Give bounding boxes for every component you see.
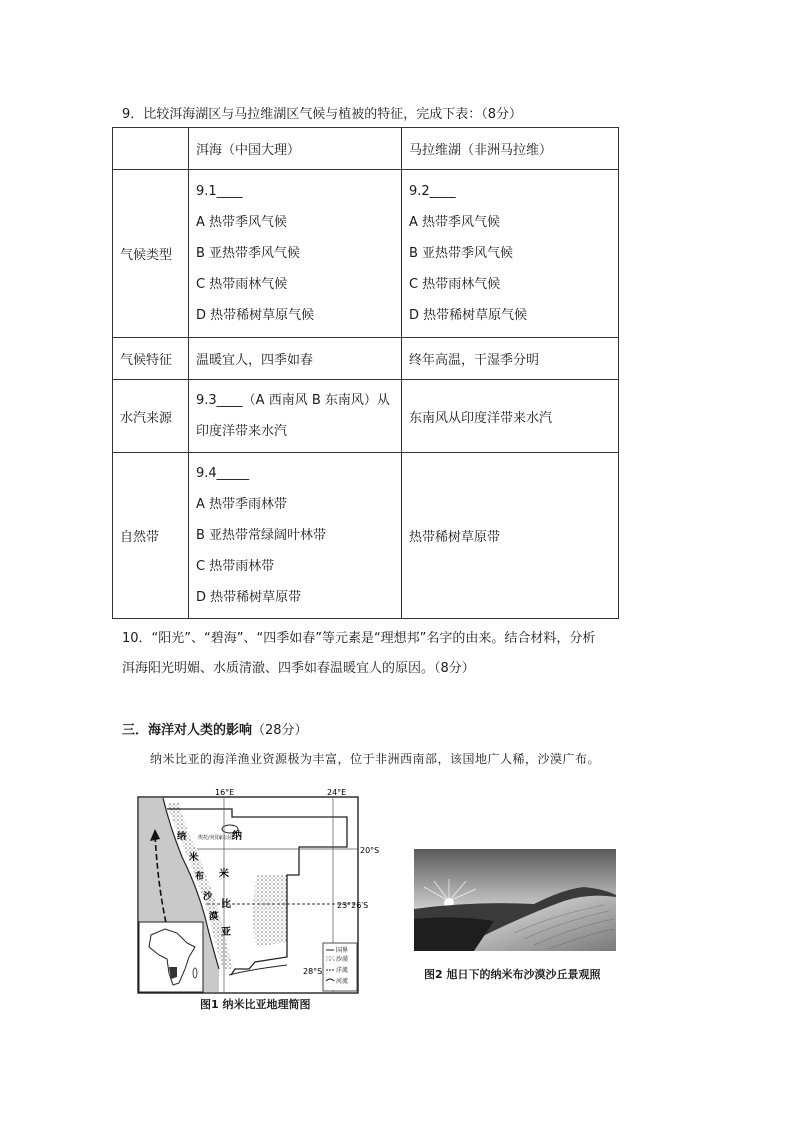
legend-boundary: 国界	[336, 947, 349, 954]
blank-9-3[interactable]: 9.3____（A 西南风 B 东南风）从	[196, 393, 390, 408]
cell-erhai-feature: 温暖宜人，四季如春	[189, 338, 402, 380]
label-vapor-source: 水汽来源	[113, 380, 189, 453]
blank-9-1[interactable]: 9.1____	[196, 184, 243, 199]
question-10-line2: 洱海阳光明媚、水质清澈、四季如春温暖宜人的原因。（8分）	[122, 661, 475, 676]
cell-malawi-zone: 热带稀树草原带	[402, 453, 619, 619]
option-b: B 亚热带季风气候	[196, 246, 301, 261]
label-16e: 16°E	[215, 788, 235, 797]
cell-malawi-feature: 终年高温，干湿季分明	[402, 338, 619, 380]
legend-river: 河流	[336, 978, 349, 985]
madagascar	[193, 968, 197, 978]
question-10-line1: 10．“阳光”、“碧海”、“四季如春”等元素是“理想邦”名字的由来。结合材料，分析	[122, 631, 596, 646]
label-20s: 20°S	[360, 846, 380, 855]
row-climate-feature	[113, 338, 619, 380]
option-d: D 热带稀树草原带	[196, 590, 302, 605]
figure-1-caption: 图1 纳米比亚地理简图	[200, 998, 311, 1011]
dune-photo	[414, 849, 616, 951]
option-a: A 热带季风气候	[409, 215, 501, 230]
kalahari-desert	[253, 875, 287, 947]
country-char-1: 纳	[232, 831, 242, 842]
label-natural-zone: 自然带	[113, 453, 189, 619]
blank-9-2[interactable]: 9.2____	[409, 184, 456, 199]
desert-char-2: 米	[189, 853, 199, 863]
option-a: A 热带季风气候	[196, 215, 288, 230]
option-c: C 热带雨林气候	[196, 277, 288, 292]
cell-9-1	[189, 170, 402, 338]
comparison-table	[112, 127, 619, 619]
option-a: A 热带季雨林带	[196, 497, 288, 512]
legend-desert: 沙漠	[336, 956, 349, 963]
table-header-row	[113, 128, 619, 170]
option-c: C 热带雨林带	[196, 559, 275, 574]
option-c: C 热带雨林气候	[409, 277, 501, 292]
question-10	[122, 624, 682, 684]
section-3-title	[122, 719, 308, 738]
legend-current: 洋流	[336, 967, 349, 974]
cell-9-2	[402, 170, 619, 338]
legend-desert-symbol	[326, 956, 334, 961]
option-d: D 热带稀树草原气候	[196, 308, 315, 323]
country-char-4: 亚	[221, 927, 231, 938]
desert-char-3: 布	[195, 872, 205, 882]
desert-char-5: 漠	[209, 912, 219, 922]
namibia-map	[137, 787, 380, 995]
section-3-points: （28分）	[252, 723, 308, 738]
option-b: B 亚热带常绿阔叶林带	[196, 528, 327, 543]
country-char-2: 米	[219, 869, 229, 880]
blank-9-4[interactable]: 9.4_____	[196, 466, 250, 481]
row-vapor-source	[113, 380, 619, 453]
label-23s: 23°26′S	[337, 901, 369, 910]
cell-malawi-vapor: 东南风从印度洋带来水汽	[402, 380, 619, 453]
question-9-title: 9．比较洱海湖区与马拉维湖区气候与植被的特征，完成下表：（8分）	[122, 107, 523, 122]
header-malawi: 马拉维湖（非洲马拉维）	[402, 128, 619, 170]
label-24e: 24°E	[327, 788, 347, 797]
row-climate-type	[113, 170, 619, 338]
label-climate-feature: 气候特征	[113, 338, 189, 380]
vapor-line2: 印度洋带来水汽	[196, 424, 288, 439]
label-climate-type: 气候类型	[113, 170, 189, 338]
header-erhai: 洱海（中国大理）	[189, 128, 402, 170]
label-etosha-park: 埃托沙国家公园	[198, 835, 234, 841]
header-empty-cell	[113, 128, 189, 170]
country-char-3: 比	[221, 899, 231, 910]
desert-char-4: 沙	[203, 892, 213, 902]
figure-2-caption: 图2 旭日下的纳米布沙漠沙丘景观照	[424, 968, 601, 981]
section-3-heading: 三．海洋对人类的影响	[122, 723, 253, 738]
intro-text: 纳米比亚的海洋渔业资源极为丰富，位于非洲西南部，该国地广人稀，沙漠广布。	[150, 752, 601, 766]
option-b: B 亚热带季风气候	[409, 246, 514, 261]
option-d: D 热带稀树草原气候	[409, 308, 528, 323]
cell-9-4	[189, 453, 402, 619]
label-28s: 28°S	[303, 967, 323, 976]
desert-char-1: 纳	[177, 832, 187, 842]
row-natural-zone	[113, 453, 619, 619]
cell-9-3	[189, 380, 402, 453]
